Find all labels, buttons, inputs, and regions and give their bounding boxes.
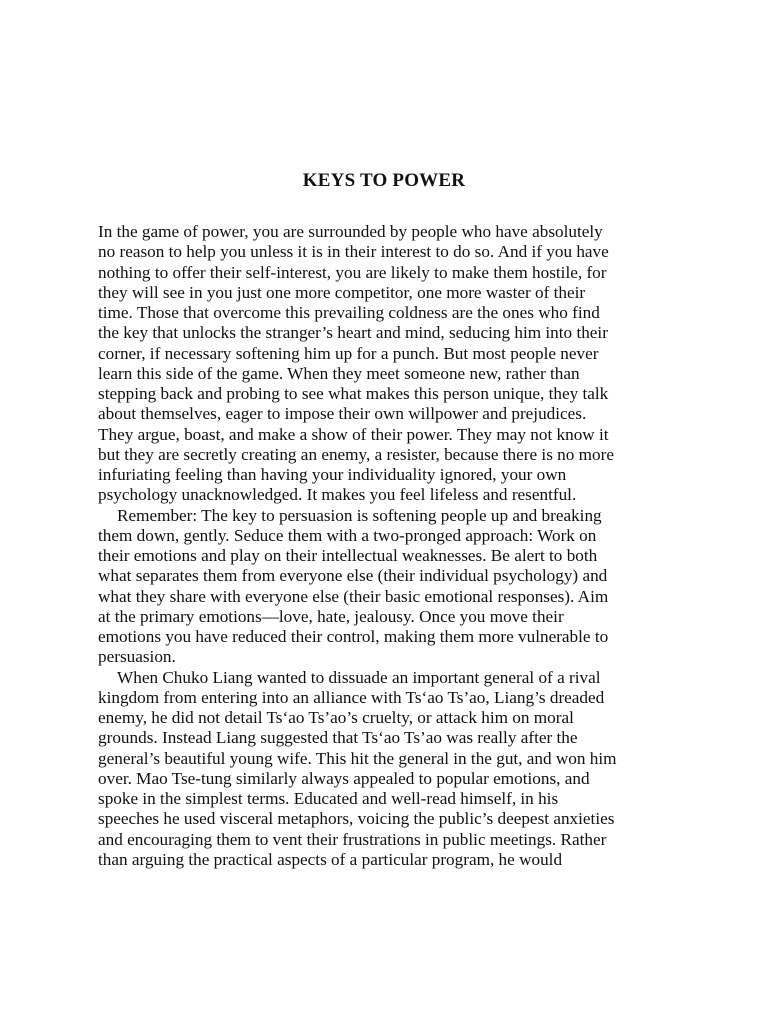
text-line: corner, if necessary softening him up for a punch. But most people never — [98, 343, 599, 363]
text-line: at the primary emotions—love, hate, jealousy. Once you move their — [98, 606, 564, 626]
text-line: over. Mao Tse-tung similarly always appealed to popular emotions, and — [98, 768, 590, 788]
text-line: but they are secretly creating an enemy, a resister, because there is no more — [98, 444, 614, 464]
text-line: general’s beautiful young wife. This hit the general in the gut, and won him — [98, 748, 617, 768]
text-line: persuasion. — [98, 647, 176, 667]
text-line: They argue, boast, and make a show of their power. They may not know it — [98, 424, 609, 444]
page-title: KEYS TO POWER — [302, 170, 466, 191]
text-line: nothing to offer their self-interest, you are likely to make them hostile, for — [98, 262, 607, 282]
text-line: infuriating feeling than having your individuality ignored, your own — [98, 465, 567, 484]
text-line: kingdom from entering into an alliance with Ts‘ao Ts’ao, Liang’s dreaded — [98, 687, 605, 707]
text-line: emotions you have reduced their control, making them more vulnerable to — [98, 627, 609, 646]
text-line: no reason to help you unless it is in their interest to do so. And if you have — [98, 242, 609, 262]
text-line: Remember: The key to persuasion is softening people up and breaking — [117, 505, 602, 525]
text-line: psychology unacknowledged. It makes you feel lifeless and resentful. — [98, 485, 577, 505]
text-line: and encouraging them to vent their frustrations in public meetings. Rather — [98, 829, 607, 849]
text-line: learn this side of the game. When they meet someone new, rather than — [98, 363, 580, 383]
text-line: stepping back and probing to see what makes this person unique, they talk — [98, 384, 609, 403]
text-line: them down, gently. Seduce them with a two-pronged approach: Work on — [98, 525, 597, 545]
text-line: spoke in the simplest terms. Educated and well-read himself, in his — [98, 789, 559, 808]
text-line: what separates them from everyone else (their individual psychology) and — [98, 566, 608, 586]
text-line: what they share with everyone else (their basic emotional responses). Aim — [98, 586, 609, 606]
text-line: the key that unlocks the stranger’s heart and mind, seducing him into their — [98, 323, 608, 343]
text-line: they will see in you just one more competitor, one more waster of their — [98, 282, 586, 302]
text-line: enemy, he did not detail Ts‘ao Ts’ao’s cruelty, or attack him on moral — [98, 708, 574, 727]
text-line: time. Those that overcome this prevailing coldness are the ones who find — [98, 303, 600, 322]
body-text — [98, 222, 668, 870]
text-line: speeches he used visceral metaphors, voicing the public’s deepest anxieties — [98, 809, 615, 829]
text-line: their emotions and play on their intellectual weaknesses. Be alert to both — [98, 546, 598, 565]
text-line: In the game of power, you are surrounded by people who have absolutely — [98, 222, 603, 241]
text-line: When Chuko Liang wanted to dissuade an important general of a rival — [117, 667, 601, 687]
text-line: grounds. Instead Liang suggested that Ts‘ao Ts’ao was really after the — [98, 728, 578, 748]
text-line: about themselves, eager to impose their own willpower and prejudices. — [98, 404, 587, 424]
text-line: than arguing the practical aspects of a particular program, he would — [98, 849, 563, 869]
